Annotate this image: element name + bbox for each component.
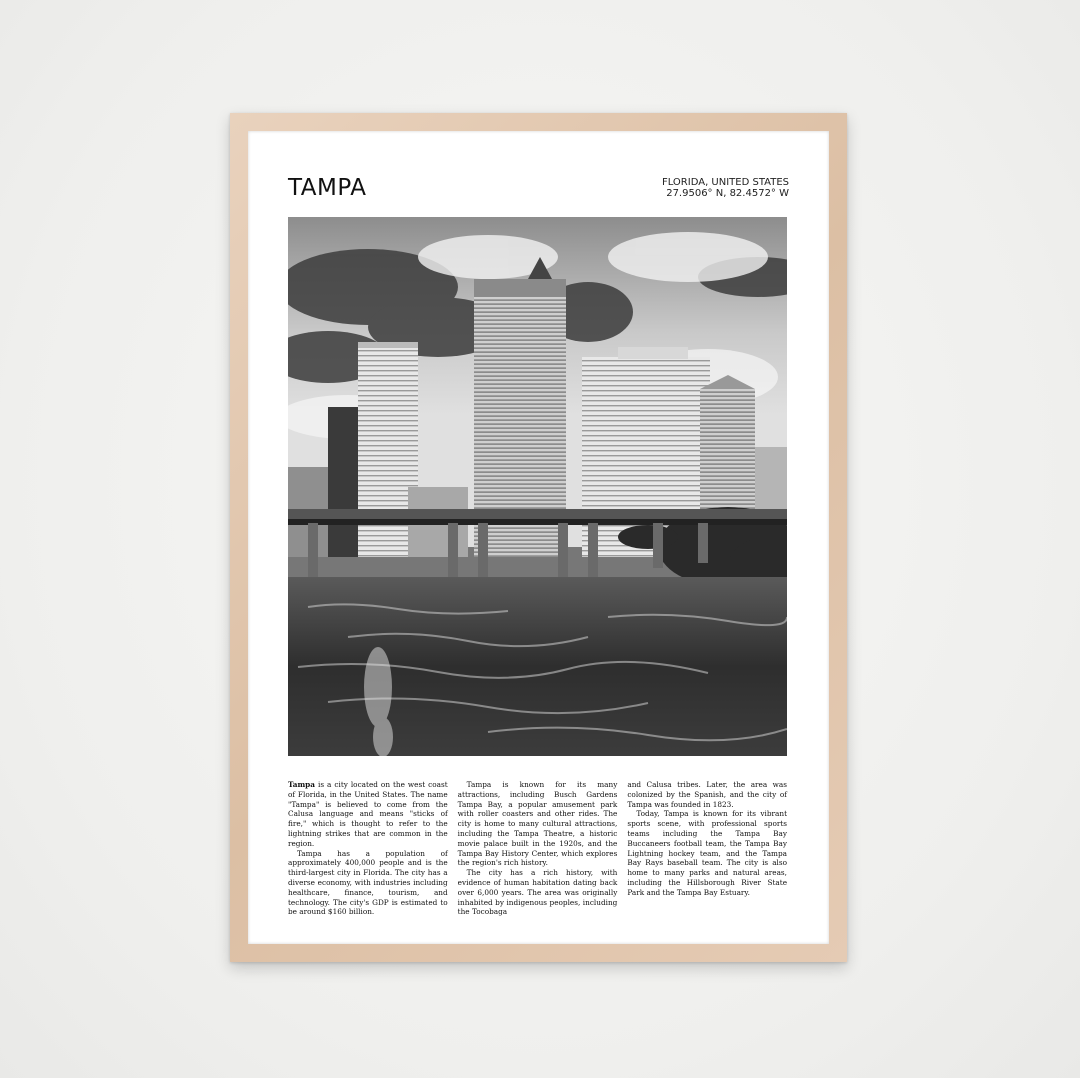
paragraph-text: Today, Tampa is known for its vibrant sports scene, with professional sports teams including the Tampa Bay Buccaneers football team, the Tampa Bay Lightning hockey team, and the Tampa Bay Rays baseball team. The city is also home to many parks and natural areas, including the Hillsborough River State Park and the Tampa Bay Estuary. (627, 809, 788, 897)
article-column-1 (288, 780, 448, 917)
paragraph-text: Tampa is known for its many attractions, including Busch Gardens Tampa Bay, a popular amusement park with roller coasters and other rides. The city is home to many cultural attractions, including the Tampa Theatre, a historic movie palace built in the 1920s, and the Tampa Bay History Center, which explores the region's rich history. (457, 780, 618, 868)
poster-coordinates: 27.9506° N, 82.4572° W (666, 188, 789, 199)
poster-location: FLORIDA, UNITED STATES (661, 177, 789, 188)
picture-frame (230, 113, 847, 962)
paragraph-text: and Calusa tribes. Later, the area was colonized by the Spanish, and the city of Tampa was founded in 1823. (627, 780, 788, 809)
paragraph (288, 849, 448, 918)
paragraph-text: The city has a rich history, with evidence of human habitation dating back over 6,000 years. The area was originally inhabited by indigenous peoples, including the Tocobaga (457, 868, 618, 917)
paragraph (458, 780, 618, 868)
paragraph-text: Tampa has a population of approximately 400,000 people and is the third-largest city in Florida. The city has a diverse economy, with industries including healthcare, finance, tourism, and technology. The city's GDP is estimated to be around $160 billion. (288, 848, 448, 917)
poster-location-block (662, 177, 789, 199)
paragraph-lead: Tampa (288, 780, 316, 789)
paragraph (288, 780, 448, 849)
article-column-2 (458, 780, 618, 917)
skyline-photo (288, 217, 787, 756)
article-column-3 (627, 780, 787, 917)
article-columns (288, 780, 787, 917)
paragraph (627, 809, 787, 897)
paragraph (627, 780, 787, 809)
poster (248, 131, 829, 944)
poster-title: TAMPA (288, 175, 367, 201)
paragraph (458, 868, 618, 917)
paragraph-text: is a city located on the west coast of Florida, in the United States. The name "Tampa" is believed to come from the Calusa language and means "sticks of fire," which is thought to refer to the lightning strikes that are common in the region. (288, 780, 448, 848)
